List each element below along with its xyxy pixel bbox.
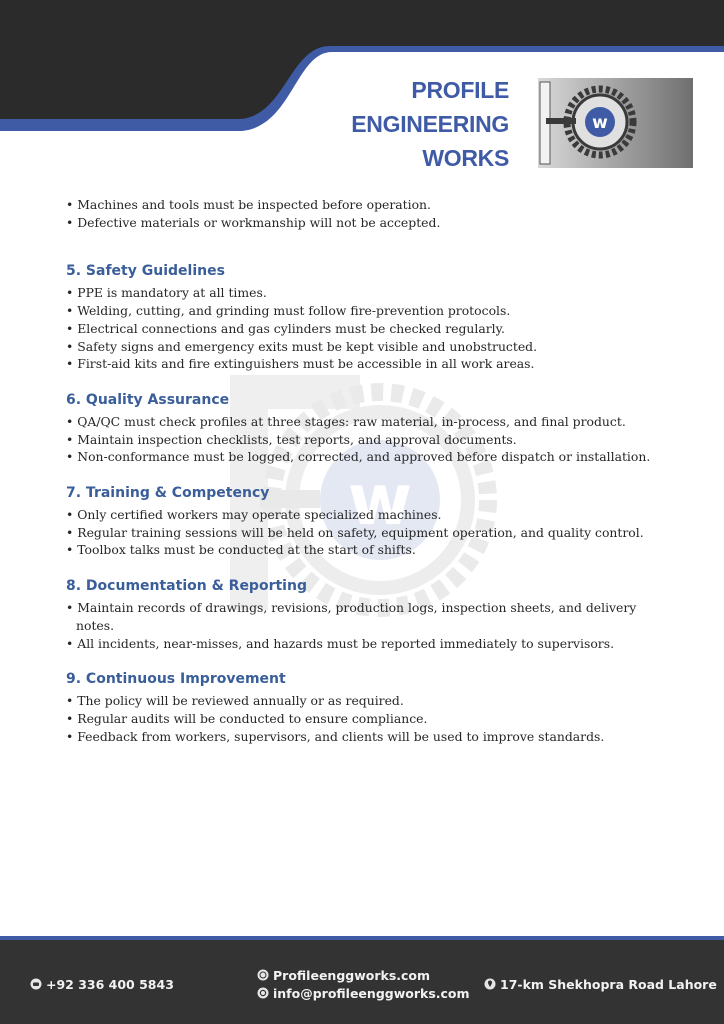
list-item: • Defective materials or workmanship will not be accepted.: [66, 214, 441, 230]
location-pin-icon: [484, 978, 496, 990]
section-heading: 7. Training & Competency: [66, 485, 270, 502]
logo-text-line: WORKS: [422, 145, 509, 171]
list-item: • First-aid kits and fire extinguishers must be accessible in all work areas.: [66, 356, 535, 372]
section-heading: 5. Safety Guidelines: [66, 263, 225, 280]
globe-icon: [257, 969, 269, 981]
list-item: • Regular training sessions will be held on safety, equipment operation, and quality control.: [66, 524, 644, 540]
svg-text:w: w: [592, 113, 608, 133]
footer-phone[interactable]: +92 336 400 5843: [46, 977, 174, 992]
list-item: • Machines and tools must be inspected before operation.: [66, 197, 431, 212]
email-icon: [257, 987, 269, 999]
list-item: • Feedback from workers, supervisors, and clients will be used to improve standards.: [66, 728, 605, 744]
list-item: • The policy will be reviewed annually or as required.: [66, 693, 404, 709]
list-item: • Electrical connections and gas cylinders must be checked regularly.: [66, 320, 505, 336]
list-item: • Welding, cutting, and grinding must follow fire-prevention protocols.: [66, 303, 511, 319]
logo-text-line: PROFILE: [411, 77, 509, 103]
policy-content: [66, 196, 666, 745]
footer-email-link[interactable]: info@profileenggworks.com: [273, 986, 470, 1001]
footer-address: 17-km Shekhopra Road Lahore: [500, 977, 717, 992]
list-item: • Maintain inspection checklists, test reports, and approval documents.: [66, 431, 517, 447]
list-item: • Only certified workers may operate specialized machines.: [66, 507, 442, 523]
list-item: • Non-conformance must be logged, corrected, and approved before dispatch or installation.: [66, 449, 651, 465]
list-item: • All incidents, near-misses, and hazards must be reported immediately to supervisors.: [66, 635, 615, 651]
footer-accent-rule: [0, 936, 724, 940]
gear-logo-icon: [538, 78, 693, 168]
section-heading: 8. Documentation & Reporting: [66, 578, 307, 595]
logo-text-line: ENGINEERING: [351, 111, 509, 137]
list-item: • PPE is mandatory at all times.: [66, 285, 267, 301]
list-item: • Maintain records of drawings, revisions, production logs, inspection sheets, and delivery notes.: [66, 600, 637, 633]
section-heading: 6. Quality Assurance: [66, 391, 230, 408]
list-item: • Safety signs and emergency exits must be kept visible and unobstructed.: [66, 338, 538, 354]
footer-website-link[interactable]: Profileenggworks.com: [273, 968, 431, 983]
section-heading: 9. Continuous Improvement: [66, 671, 286, 688]
page-footer: [0, 936, 724, 1024]
list-item: • Regular audits will be conducted to ensure compliance.: [66, 710, 428, 726]
company-logo: [351, 74, 695, 172]
svg-text:w: w: [347, 459, 413, 541]
phone-icon: [30, 978, 42, 990]
list-item: • Toolbox talks must be conducted at the start of shifts.: [66, 542, 416, 558]
list-item: • QA/QC must check profiles at three stages: raw material, in-process, and final product.: [66, 413, 626, 429]
